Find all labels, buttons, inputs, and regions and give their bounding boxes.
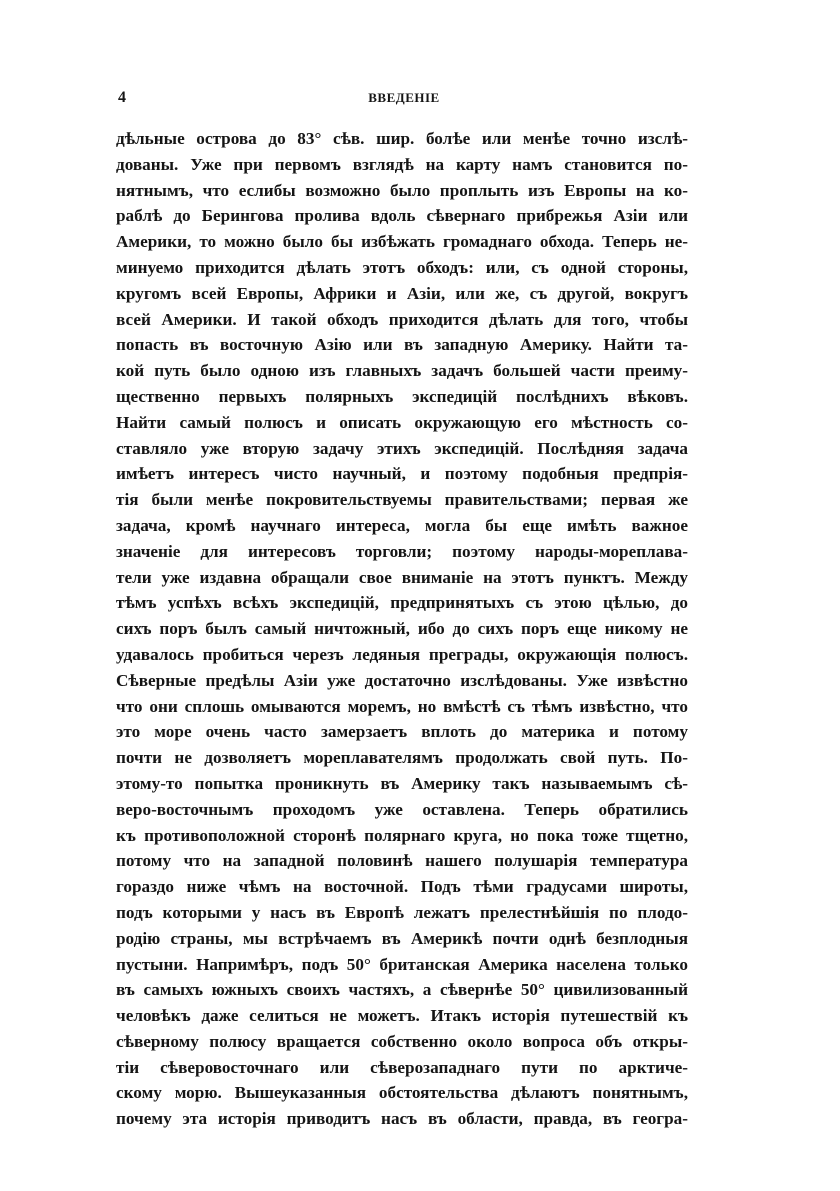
text-line: нятнымъ, что еслибы возможно было проплыть изъ Европы на ко-: [116, 180, 688, 200]
text-line: удавалось пробиться черезъ ледяныя преграды, окружающія полюсъ.: [116, 644, 688, 664]
text-line: подъ которыми у насъ въ Европѣ лежатъ прелестнѣйшія по плодо-: [116, 902, 688, 922]
text-line: что они сплошь омываются моремъ, но вмѣстѣ съ тѣмъ извѣстно, что: [116, 696, 688, 716]
text-line: ставляло уже вторую задачу этихъ экспедицій. Послѣдняя задача: [116, 438, 688, 458]
text-line: родію страны, мы встрѣчаемъ въ Америкѣ почти однѣ безплодныя: [116, 928, 688, 948]
text-line: сѣверному полюсу вращается собственно около вопроса объ откры-: [116, 1031, 688, 1051]
page-number: 4: [118, 89, 126, 106]
text-line: почему эта исторія приводитъ насъ въ области, правда, въ геогра-: [116, 1109, 688, 1129]
text-line: минуемо приходится дѣлать этотъ обходъ: или, съ одной стороны,: [116, 257, 688, 277]
text-line: тіи сѣверовосточнаго или сѣверозападнаго пути по арктиче-: [116, 1057, 688, 1077]
text-line: Сѣверные предѣлы Азіи уже достаточно изслѣдованы. Уже извѣстно: [116, 670, 688, 690]
text-line: веро-восточнымъ проходомъ уже оставлена. Теперь обратились: [116, 799, 688, 819]
text-line: Америки, то можно было бы избѣжать громаднаго обхода. Теперь не-: [116, 232, 688, 252]
text-line: дѣльные острова до 83° сѣв. шир. болѣе или менѣе точно изслѣ-: [116, 129, 688, 148]
text-line: кругомъ всей Европы, Африки и Азіи, или же, съ другой, вокругъ: [116, 283, 688, 303]
text-line: всей Америки. И такой обходъ приходится дѣлать для того, чтобы: [116, 309, 688, 329]
text-line: человѣкъ даже селиться не можетъ. Итакъ исторія путешествій къ: [116, 1006, 688, 1026]
text-line: тѣмъ успѣхъ всѣхъ экспедицій, предпринятыхъ съ этою цѣлью, до: [116, 593, 688, 613]
text-line: Найти самый полюсъ и описать окружающую его мѣстность со-: [116, 412, 688, 432]
text-line: почти не дозволяетъ мореплавателямъ продолжать свой путь. По-: [116, 748, 688, 768]
text-line: этому-то попытка проникнуть въ Америку такъ называемымъ сѣ-: [116, 773, 688, 793]
text-line: это море очень часто замерзаетъ вплоть до материка и потому: [116, 722, 688, 742]
text-line: пустыни. Напримѣръ, подъ 50° британская Америка населена только: [116, 954, 688, 974]
text-line: тія были менѣе покровительствуемы правительствами; первая же: [116, 490, 688, 510]
text-line: значеніе для интересовъ торговли; поэтому народы-мореплава-: [116, 541, 688, 561]
text-line: въ самыхъ южныхъ своихъ частяхъ, а сѣвернѣе 50° цивилизованный: [116, 980, 688, 1000]
text-line: потому что на западной половинѣ нашего полушарія температура: [116, 851, 688, 871]
text-line: скому морю. Вышеуказанныя обстоятельства дѣлаютъ понятнымъ,: [116, 1083, 688, 1103]
text-line: щественно первыхъ полярныхъ экспедицій послѣднихъ вѣковъ.: [116, 386, 688, 406]
body-text: [116, 126, 688, 1132]
text-line: къ противоположной сторонѣ полярнаго круга, но пока тоже тщетно,: [116, 825, 688, 845]
text-line: имѣетъ интересъ чисто научный, и поэтому подобныя предпрія-: [116, 464, 688, 484]
text-line: задача, кромѣ научнаго интереса, могла бы еще имѣть важное: [116, 515, 688, 535]
text-line: кой путь было одною изъ главныхъ задачъ большей части преиму-: [116, 361, 688, 381]
text-line: гораздо ниже чѣмъ на восточной. Подъ тѣми градусами широты,: [116, 877, 688, 897]
running-title: ВВЕДЕНІЕ: [368, 90, 440, 105]
text-line: попасть въ восточную Азію или въ западную Америку. Найти та-: [116, 335, 688, 355]
text-line: раблѣ до Берингова пролива вдоль сѣвернаго прибрежья Азіи или: [116, 206, 688, 226]
text-line: сихъ поръ былъ самый ничтожный, ибо до сихъ поръ еще никому не: [116, 619, 688, 639]
text-line: тели уже издавна обращали свое вниманіе на этотъ пунктъ. Между: [116, 567, 688, 587]
text-line: дованы. Уже при первомъ взглядѣ на карту намъ становится по-: [116, 154, 688, 174]
page-header: [118, 88, 690, 112]
